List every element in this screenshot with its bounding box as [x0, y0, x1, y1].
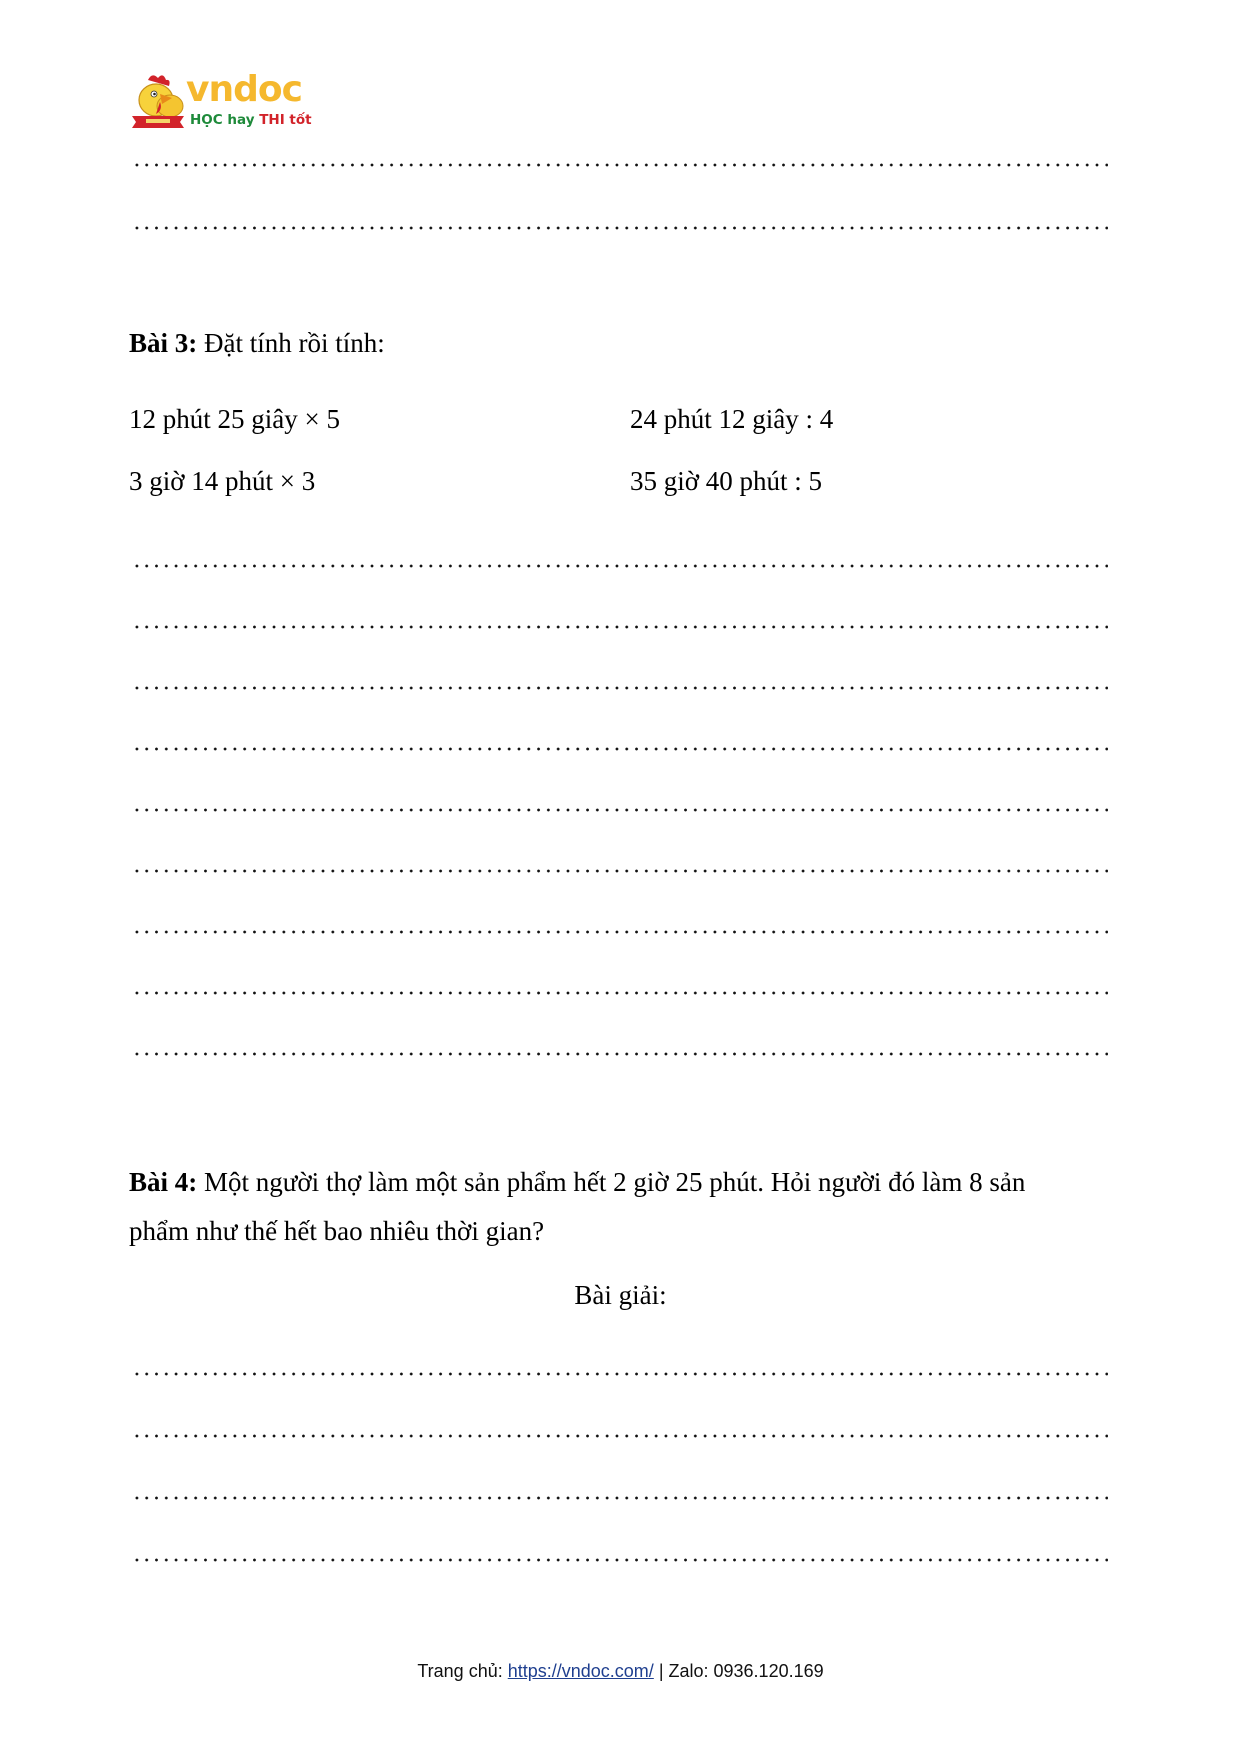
logo-wordmark: vndoc: [186, 69, 302, 110]
answer-line: [132, 1434, 1108, 1438]
exercise3-problem: 35 giờ 40 phút : 5: [630, 466, 823, 496]
answer-line: [132, 747, 1108, 751]
answer-line: [132, 564, 1108, 568]
answer-line: [132, 991, 1108, 995]
exercise4-text1: Một người thợ làm một sản phẩm hết 2 giờ 25 phút. Hỏi người đó làm 8 sản: [204, 1167, 1026, 1197]
answer-line: [132, 1496, 1108, 1500]
exercise4-label: Bài 4:: [129, 1167, 198, 1197]
answer-line: [132, 1052, 1108, 1056]
answer-line: [132, 869, 1108, 873]
footer-home-link[interactable]: https://vndoc.com/: [507, 1661, 654, 1681]
answer-line: [132, 808, 1108, 812]
footer-home-label: Trang chủ:: [417, 1661, 508, 1681]
exercise4-question-line1: [129, 1166, 1025, 1198]
exercise3-problem: 12 phút 25 giây × 5: [129, 404, 340, 434]
answer-line: [132, 163, 1108, 167]
logo-tagline: [190, 112, 312, 128]
footer-separator: |: [653, 1661, 669, 1681]
exercise3-label: Bài 3:: [129, 328, 198, 358]
solution-heading: Bài giải:: [574, 1280, 667, 1310]
answer-line: [132, 625, 1108, 629]
footer-zalo: Zalo: 0936.120.169: [668, 1661, 824, 1681]
exercise3-heading: [129, 327, 385, 359]
exercise3-problem: 3 giờ 14 phút × 3: [129, 466, 316, 496]
answer-line: [132, 1372, 1108, 1376]
vndoc-logo: [130, 69, 312, 134]
exercise4-question-line2: phẩm như thế hết bao nhiêu thời gian?: [129, 1216, 545, 1246]
page-footer: [0, 1661, 1241, 1682]
rooster-mascot-icon: [130, 72, 186, 134]
exercise3-problem: 24 phút 12 giây : 4: [630, 404, 834, 434]
answer-line: [132, 1558, 1108, 1562]
exercise3-instruction: Đặt tính rồi tính:: [204, 328, 385, 358]
answer-line: [132, 226, 1108, 230]
answer-line: [132, 686, 1108, 690]
answer-line: [132, 930, 1108, 934]
tagline-part1: HỌC hay: [190, 112, 255, 128]
tagline-part2: THI tốt: [259, 112, 312, 128]
